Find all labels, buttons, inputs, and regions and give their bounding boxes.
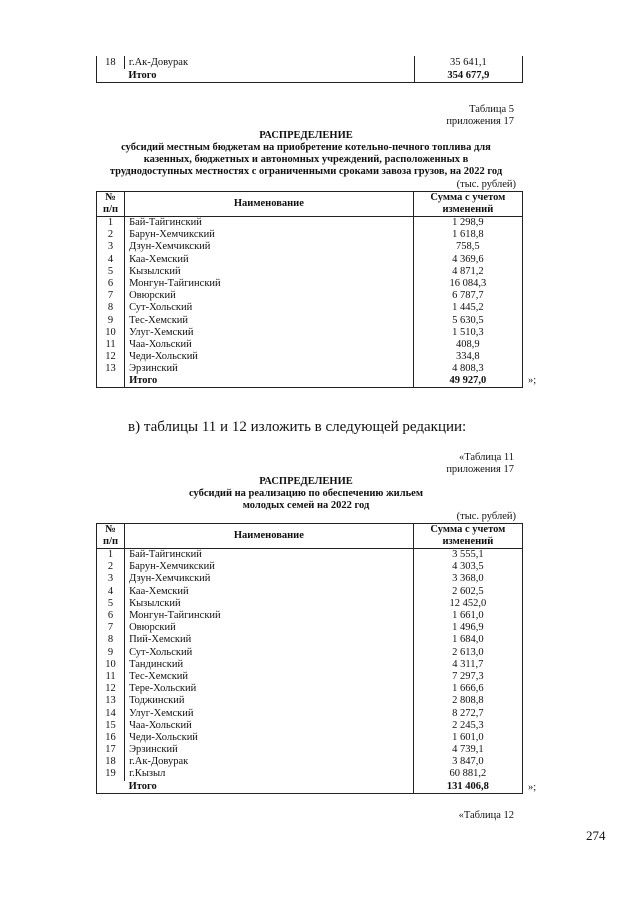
table-row: [97, 695, 523, 707]
row-num: 5: [97, 266, 125, 278]
row-value: 4 369,6: [413, 254, 522, 266]
table-row: [97, 573, 523, 585]
row-num: 17: [97, 744, 125, 756]
instruction-text: в) таблицы 11 и 12 изложить в следующей редакции:: [128, 419, 467, 435]
total-value: 131 406,8: [413, 781, 522, 794]
total-label: Итого: [125, 375, 414, 388]
row-name: Сут-Хольский: [125, 302, 414, 314]
row-value: 334,8: [413, 351, 522, 363]
table5-unit: (тыс. рублей): [456, 179, 516, 190]
row-value: 1 510,3: [413, 327, 522, 339]
table-row: [97, 561, 523, 573]
table-row: [97, 647, 523, 659]
row-value: 1 601,0: [413, 732, 522, 744]
row-name: Монгун-Тайгинский: [125, 610, 414, 622]
row-num: 4: [97, 254, 125, 266]
row-value: 3 555,1: [413, 549, 522, 562]
row-name: Барун-Хемчикский: [125, 229, 414, 241]
row-value: 7 297,3: [413, 671, 522, 683]
row-name: Тандинский: [125, 659, 414, 671]
table11-label: [360, 452, 514, 476]
header-name: Наименование: [125, 524, 414, 549]
row-value: 4 739,1: [413, 744, 522, 756]
row-value: 4 303,5: [413, 561, 522, 573]
row-value: 1 298,9: [413, 217, 522, 230]
row-value: 2 245,3: [413, 720, 522, 732]
total-row: [97, 781, 523, 794]
row-num: 15: [97, 720, 125, 732]
subtitle-line: молодых семей на 2022 год: [242, 500, 370, 511]
row-name: Кызылский: [125, 266, 414, 278]
table-row: [97, 254, 523, 266]
row-num: 1: [97, 549, 125, 562]
row-num: 13: [97, 695, 125, 707]
row-name: Барун-Хемчикский: [125, 561, 414, 573]
table-row: [97, 622, 523, 634]
row-name: Монгун-Тайгинский: [125, 278, 414, 290]
table-row: [97, 290, 523, 302]
appendix-ref: приложения 17: [446, 464, 514, 475]
row-num: 8: [97, 302, 125, 314]
row-num: 4: [97, 586, 125, 598]
row-num: 11: [97, 671, 125, 683]
appendix-ref: приложения 17: [446, 116, 514, 127]
table-row: [97, 768, 523, 780]
table-number: «Таблица 11: [458, 452, 514, 463]
table5-closing: »;: [528, 375, 537, 386]
row-value: 4 311,7: [413, 659, 522, 671]
table-row: [97, 56, 523, 69]
table-row: [97, 278, 523, 290]
table5-title: РАСПРЕДЕЛЕНИЕ: [259, 130, 353, 141]
table-row: [97, 549, 523, 562]
top-table: [96, 56, 523, 83]
table-row: [97, 744, 523, 756]
table5-label: [360, 104, 514, 128]
row-name: Тере-Хольский: [125, 683, 414, 695]
row-value: 3 847,0: [413, 756, 522, 768]
table12-label: «Таблица 12: [458, 810, 514, 821]
row-num: 18: [97, 756, 125, 768]
total-label: Итого: [124, 69, 414, 83]
table11-title: РАСПРЕДЕЛЕНИЕ: [259, 476, 353, 487]
row-num: 10: [97, 327, 125, 339]
table-row: [97, 241, 523, 253]
row-value: 1 666,6: [413, 683, 522, 695]
subtitle-line: труднодоступных местностях с ограниченными сроками завоза грузов, на 2022 год: [109, 166, 503, 177]
table-row: [97, 586, 523, 598]
row-value: 60 881,2: [413, 768, 522, 780]
row-value: 1 618,8: [413, 229, 522, 241]
row-name: г.Ак-Довурак: [124, 56, 414, 69]
row-value: 2 613,0: [413, 647, 522, 659]
row-value: 1 496,9: [413, 622, 522, 634]
total-row: [97, 375, 523, 388]
row-num: 9: [97, 315, 125, 327]
row-name: Овюрский: [125, 290, 414, 302]
row-name: Чаа-Хольский: [125, 339, 414, 351]
table-row: [97, 363, 523, 375]
row-num: 13: [97, 363, 125, 375]
row-value: 1 684,0: [413, 634, 522, 646]
table11-unit: (тыс. рублей): [456, 511, 516, 522]
table-row: [97, 266, 523, 278]
row-num: 9: [97, 647, 125, 659]
row-num: 2: [97, 229, 125, 241]
table-row: [97, 229, 523, 241]
row-value: 758,5: [413, 241, 522, 253]
total-value: 49 927,0: [413, 375, 522, 388]
row-value: 408,9: [413, 339, 522, 351]
row-num: 7: [97, 290, 125, 302]
row-value: 6 787,7: [413, 290, 522, 302]
row-value: 35 641,1: [414, 56, 522, 69]
table-row: [97, 659, 523, 671]
page-number: 274: [586, 828, 606, 843]
total-label: Итого: [125, 781, 414, 794]
row-value: 12 452,0: [413, 598, 522, 610]
row-name: Тес-Хемский: [125, 671, 414, 683]
row-name: Тоджинский: [125, 695, 414, 707]
row-name: г.Кызыл: [125, 768, 414, 780]
subtitle-line: субсидий местным бюджетам на приобретение котельно-печного топлива для: [121, 142, 491, 153]
row-name: Эрзинский: [125, 744, 414, 756]
row-name: Бай-Тайгинский: [125, 549, 414, 562]
row-name: Дзун-Хемчикский: [125, 241, 414, 253]
row-num: 19: [97, 768, 125, 780]
table-row: [97, 732, 523, 744]
row-value: 1 445,2: [413, 302, 522, 314]
table5-subtitle: [96, 142, 516, 178]
subtitle-line: казенных, бюджетных и автономных учреждений, расположенных в: [143, 154, 469, 165]
row-value: 4 808,3: [413, 363, 522, 375]
table11: [96, 523, 523, 794]
row-name: Чеди-Хольский: [125, 732, 414, 744]
table-row: [97, 756, 523, 768]
header-name: Наименование: [125, 192, 414, 217]
table-row: [97, 302, 523, 314]
row-num: 6: [97, 278, 125, 290]
row-value: 2 602,5: [413, 586, 522, 598]
row-value: 3 368,0: [413, 573, 522, 585]
table-row: [97, 598, 523, 610]
row-num: 3: [97, 241, 125, 253]
row-value: 8 272,7: [413, 707, 522, 719]
table-header: [97, 192, 523, 217]
table5: [96, 191, 523, 388]
row-num: 11: [97, 339, 125, 351]
header-sum: Сумма с учетом изменений: [413, 524, 522, 549]
row-name: Чеди-Хольский: [125, 351, 414, 363]
row-name: Сут-Хольский: [125, 647, 414, 659]
row-name: Дзун-Хемчикский: [125, 573, 414, 585]
subtitle-line: субсидий на реализацию по обеспечению жильем: [189, 488, 423, 499]
table-row: [97, 315, 523, 327]
table-row: [97, 671, 523, 683]
row-name: Улуг-Хемский: [125, 327, 414, 339]
row-num: 8: [97, 634, 125, 646]
row-name: Тес-Хемский: [125, 315, 414, 327]
table-row: [97, 351, 523, 363]
row-name: Эрзинский: [125, 363, 414, 375]
total-value: 354 677,9: [414, 69, 522, 83]
row-num: 10: [97, 659, 125, 671]
table-row: [97, 683, 523, 695]
row-num: 12: [97, 683, 125, 695]
row-value: 1 661,0: [413, 610, 522, 622]
row-num: 6: [97, 610, 125, 622]
table-row: [97, 720, 523, 732]
table-row: [97, 217, 523, 230]
header-num: № п/п: [97, 192, 125, 217]
row-num: 14: [97, 707, 125, 719]
header-num: № п/п: [97, 524, 125, 549]
table-number: Таблица 5: [469, 104, 514, 115]
row-name: Бай-Тайгинский: [125, 217, 414, 230]
table11-subtitle: [96, 488, 516, 512]
header-sum: Сумма с учетом изменений: [413, 192, 522, 217]
table-row: [97, 707, 523, 719]
row-value: 2 808,8: [413, 695, 522, 707]
row-value: 5 630,5: [413, 315, 522, 327]
row-num: 16: [97, 732, 125, 744]
row-number: 18: [97, 56, 125, 69]
row-value: 4 871,2: [413, 266, 522, 278]
row-num: 12: [97, 351, 125, 363]
row-num: 5: [97, 598, 125, 610]
table-header: [97, 524, 523, 549]
table11-closing: »;: [528, 782, 537, 793]
row-num: 2: [97, 561, 125, 573]
table-row: [97, 634, 523, 646]
row-name: Каа-Хемский: [125, 254, 414, 266]
row-num: 7: [97, 622, 125, 634]
row-name: Улуг-Хемский: [125, 707, 414, 719]
row-name: Чаа-Хольский: [125, 720, 414, 732]
row-name: Овюрский: [125, 622, 414, 634]
row-name: Кызылский: [125, 598, 414, 610]
table-row: [97, 610, 523, 622]
table-row: [97, 327, 523, 339]
row-name: Пий-Хемский: [125, 634, 414, 646]
row-num: 1: [97, 217, 125, 230]
total-row: [97, 69, 523, 83]
row-num: 3: [97, 573, 125, 585]
row-name: Каа-Хемский: [125, 586, 414, 598]
row-value: 16 084,3: [413, 278, 522, 290]
table-row: [97, 339, 523, 351]
row-name: г.Ак-Довурак: [125, 756, 414, 768]
